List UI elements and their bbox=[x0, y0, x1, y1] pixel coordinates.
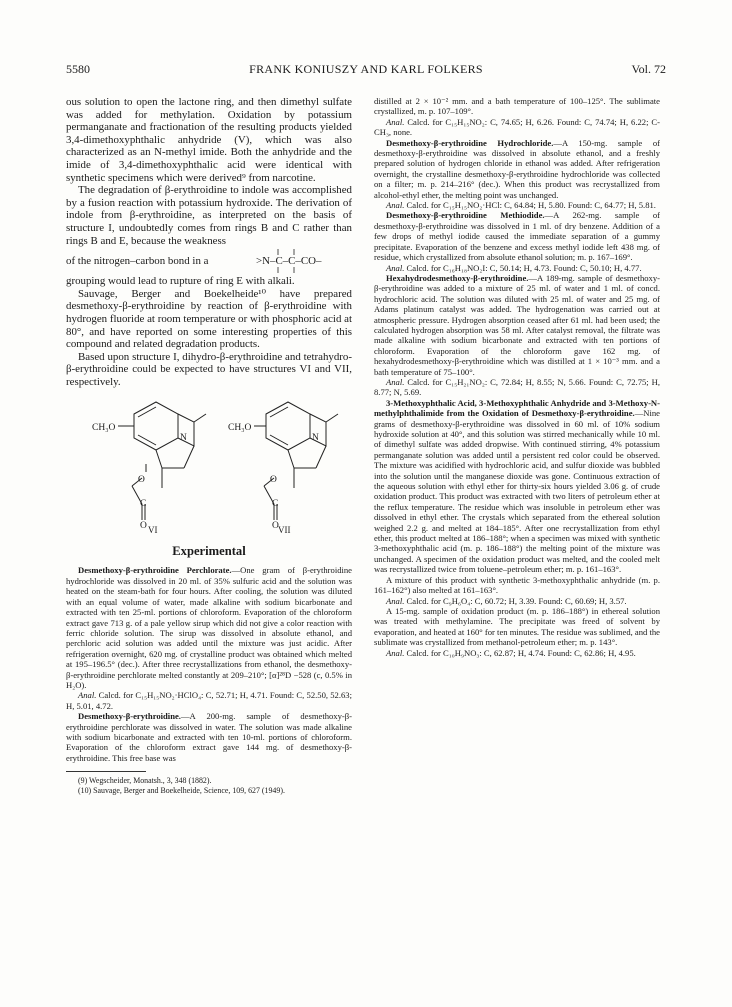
paragraph-body: —One gram of β-erythroidine hydrochloride was dissolved in 20 ml. of 35% sulfuric acid and the solution was heated on the steam-bath for four hours. After cooling, the solution was diluted with an equal volume of water, made alkaline with sodium bicarbonate and extracted with ten 25-ml. portions of chloroform. Evaporation of the chloroform extract gave 713 g. of a pale yellow sirup which did not give a color reaction with ferric chloride solution. The sirup was dissolved in absolute ethanol, and perchloric acid solution was added until the mixture was just acidic. After refrigeration overnight, 620 mg. of crystalline product was obtained which melted at 195–196.5° (dec.). After three recrystallizations from ethanol, the desmethoxy-β-erythroidine perchlorate melted constantly at 209–210°; [α]²⁸D −528 (c, 0.5% in H₂O). bbox=[66, 565, 352, 690]
experimental-paragraph: distilled at 2 × 10⁻² mm. and a bath temperature of 100–125°. The sublimate crystallized, m. p. 107–109°. bbox=[374, 96, 660, 117]
paragraph-body: —A 189-mg. sample of desmethoxy-β-erythroidine was added to a mixture of 25 ml. of water and 1 ml. of concd. hydrochloric acid. The solution was diluted with 25 ml. of water and 25 mg. of Adams platinum catalyst was added. The hydrogenation was carried out at atmospheric pressure. Hydrogen absorption ceased after 61 ml. had been used; the calculated hydrogen absorption was 58 ml. After catalyst removal, the filtrate was made alkaline with sodium bicarbonate and extracted with ten portions of chloroform. Evaporation of the chloroform gave 162 mg. of hexahydrodesmethoxy-β-erythroidine which was distilled at 1 × 10⁻³ mm. and a bath temperature of 75–100°. bbox=[374, 272, 660, 377]
analysis-line bbox=[374, 648, 660, 658]
analysis-label: Anal. bbox=[386, 262, 405, 273]
paragraph-heading: Desmethoxy-β-erythroidine Perchlorate. bbox=[78, 565, 232, 576]
analysis-body: Calcd. for C₁₅H₂₁NO₂: C, 72.84; H, 8.55; N, 5.66. Found: C, 72.75; H, 8.77; N, 5.69. bbox=[374, 376, 660, 398]
paragraph-heading: Desmethoxy-β-erythroidine Methiodide. bbox=[386, 210, 545, 221]
analysis-line bbox=[66, 690, 352, 711]
analysis-body: Calcd. for C₁₆H₁₈NO₂I: C, 50.14; H, 4.73. Found: C, 50.10; H, 4.77. bbox=[406, 262, 642, 273]
analysis-line bbox=[374, 263, 660, 273]
analysis-label: Anal. bbox=[78, 690, 97, 701]
analysis-label: Anal. bbox=[386, 116, 405, 127]
footnote-rule bbox=[66, 771, 146, 772]
running-header bbox=[66, 62, 666, 80]
experimental-paragraph bbox=[66, 565, 352, 690]
nitrogen-label: N bbox=[312, 433, 319, 444]
paragraph-body: —A 262-mg. sample of desmethoxy-β-erythroidine was dissolved in 1 ml. of dry benzene. Addition of a few drops of methyl iodide caused the immediate separation of a gummy precipitate. Evaporation of the benzene and excess methyl iodide left 438 mg. of residue, which crystallized from absolute ethanol solution; m. p. 167–169°. bbox=[374, 210, 660, 263]
right-column bbox=[374, 96, 660, 988]
paragraph: The degradation of β-erythroidine to indole was accomplished by a fusion reaction with potassium hydroxide. The derivation of indole from β-erythroidine, as interpreted on the basis of structure I, undoubtedly comes from rings B and C rather than rings B and E, because the weakness bbox=[66, 184, 352, 247]
carbon-label: C bbox=[140, 499, 147, 510]
oxygen-label: O bbox=[140, 521, 147, 532]
experimental-paragraph bbox=[374, 273, 660, 377]
oxygen-label: O bbox=[272, 521, 279, 532]
structure-drawing bbox=[66, 396, 352, 534]
analysis-label: Anal. bbox=[386, 595, 405, 606]
paragraph-heading: Desmethoxy-β-erythroidine. bbox=[78, 711, 181, 722]
structure-label-vi: VI bbox=[148, 525, 158, 535]
analysis-line bbox=[374, 377, 660, 398]
analysis-body: Calcd. for C₁₅H₁₅NO₂·HCl: C, 64.84; H, 5.80. Found: C, 64.77; H, 5.81. bbox=[406, 200, 656, 211]
paragraph-body: —Nine grams of desmethoxy-β-erythroidine was dissolved in 60 ml. of 10% sodium hydroxide solution at 40°, and this solution was stirred mechanically while 10 ml. of dimethyl sulfate was added dropwise. With continued stirring, 4% potassium permanganate solution was added until a persistent red color could be observed. The mixture was acidified with hydrochloric acid, and sulfur dioxide was bubbled into the solution until the manganese dioxide was gone. Continuous extraction of the aqueous solution with ethyl ether for thirty-six hours yielded 3.06 g. of crude oxidation product. This product was extracted with two liters of petroleum ether at the reflux temperature. The residue which was insoluble in petroleum ether was dissolved in ethyl ether. The crystals which separated from the ethereal solution weighed 2.2 g. and melted at 184–185°. After one recrystallization from ethyl ether, this product melted at 186–188°; when a specimen was mixed with synthetic 3-methoxyphthalic acid (m. p. 186–188°) the melting point of the mixture was unchanged. A specimen of the oxidation product was melted, and the cooled melt was recrystallized twice from toluene–petroleum ether; m. p. 161–163°. bbox=[374, 408, 660, 575]
structure-vii bbox=[254, 402, 338, 520]
bond-ticks bbox=[256, 247, 326, 275]
analysis-body: Calcd. for C₁₀H₉NO₃: C, 62.87; H, 4.74. Found: C, 62.86; H, 4.95. bbox=[406, 647, 636, 658]
oxygen-label: O bbox=[138, 475, 145, 486]
footnote-9: (9) Wegscheider, Monatsh., 3, 348 (1882). bbox=[78, 776, 212, 786]
footnote-10: (10) Sauvage, Berger and Boekelheide, Science, 109, 627 (1949). bbox=[78, 786, 285, 796]
analysis-line bbox=[374, 117, 660, 138]
analysis-label: Anal. bbox=[386, 376, 405, 387]
structures-vi-vii bbox=[66, 396, 352, 534]
experimental-paragraph bbox=[374, 138, 660, 200]
bond-formula-line bbox=[66, 247, 352, 275]
nitrogen-label: N bbox=[180, 433, 187, 444]
experimental-paragraph bbox=[66, 711, 352, 763]
experimental-paragraph bbox=[374, 398, 660, 575]
paragraph: Sauvage, Berger and Boekelheide¹⁰ have prepared desmethoxy-β-erythroidine by reaction of β-erythroidine with hydrogen fluoride at room temperature or with phosphoric acid at 80°, and have reported on some interesting properties of this compound and related degradation products. bbox=[66, 287, 352, 351]
paragraph-heading: 3-Methoxyphthalic Acid, 3-Methoxyphthalic Anhydride and 3-Methoxy-N-methylphthalimide from the Oxidation of Desmethoxy-β-erythroidine. bbox=[374, 397, 660, 419]
experimental-paragraph: A mixture of this product with synthetic 3-methoxyphthalic anhydride (m. p. 161–162°) also melted at 161–163°. bbox=[374, 574, 660, 596]
analysis-line bbox=[374, 596, 660, 606]
paragraph-body: —A 200-mg. sample of desmethoxy-β-erythroidine perchlorate was dissolved in water. The solution was made alkaline with sodium bicarbonate and extracted with ten 10-ml. portions of chloroform. Evaporation of the chloroform extract gave 144 mg. of desmethoxy-β-erythroidine. This free base was bbox=[66, 711, 352, 763]
structure-vi bbox=[118, 402, 206, 520]
analysis-line bbox=[374, 200, 660, 210]
running-title: FRANK KONIUSZY AND KARL FOLKERS bbox=[249, 62, 483, 76]
paragraph-heading: Desmethoxy-β-erythroidine Hydrochloride. bbox=[386, 137, 554, 148]
analysis-body: Calcd. for C₁₅H₁₅NO₂·HClO₄: C, 52.71; H, 4.71. Found: C, 52.50, 52.63; H, 5.01, 4.72. bbox=[66, 690, 352, 711]
analysis-body: Calcd. for C₉H₆O₄: C, 60.72; H, 3.39. Found: C, 60.69; H, 3.57. bbox=[406, 595, 627, 606]
oxygen-label: O bbox=[270, 475, 277, 486]
paragraph: grouping would lead to rupture of ring E with alkali. bbox=[66, 275, 295, 288]
carbon-label: C bbox=[272, 499, 279, 510]
bond-formula: >N–C–C–CO– bbox=[256, 255, 322, 268]
paragraph: Based upon structure I, dihydro-β-erythroidine and tetrahydro-β-erythroidine could be expected to have structures VI and VII, respectively. bbox=[66, 350, 352, 388]
analysis-body: Calcd. for C₁₅H₁₅NO₂: C, 74.65; H, 6.26. Found: C, 74.74; H, 6.22; C-CH₃, none. bbox=[374, 116, 660, 138]
page-number: 5580 bbox=[66, 62, 90, 76]
paragraph-body: —A 150-mg. sample of desmethoxy-β-erythroidine was dissolved in absolute ethanol, and a freshly prepared solution of hydrogen chloride in ethanol was added. After refrigeration overnight, the crystalline desmethoxy-β-erythroidine hydrochloride was collected on a filter; m. p. 214–216° (dec.). When this product was recrystallized from alcohol-ethyl ether, the melting point was unchanged. bbox=[374, 137, 660, 200]
section-heading: Experimental bbox=[172, 544, 246, 559]
bond-formula-prefix: of the nitrogen–carbon bond in a bbox=[66, 255, 209, 268]
paragraph-heading: Hexahydrodesmethoxy-β-erythroidine. bbox=[386, 272, 529, 283]
experimental-paragraph bbox=[374, 210, 660, 262]
substituent-label: CH₃O bbox=[228, 423, 252, 434]
analysis-label: Anal. bbox=[386, 647, 405, 658]
left-column bbox=[66, 96, 352, 948]
experimental-paragraph: A 15-mg. sample of oxidation product (m. p. 186–188°) in ethereal solution was treated with methylamine. The precipitate was freed of solvent by evaporation, and heated at 160° for ten minutes. The residue was sublimed, and the sublimate was crystallized from methanol-petroleum ether; m. p. 143°. bbox=[374, 605, 660, 648]
substituent-label: CH₃O bbox=[92, 423, 116, 434]
structure-label-vii: VII bbox=[278, 525, 291, 535]
volume-label: Vol. 72 bbox=[631, 62, 666, 76]
analysis-label: Anal. bbox=[386, 200, 405, 211]
paragraph: ous solution to open the lactone ring, and then dimethyl sulfate was added for methylation. Oxidation by potassium permanganate and fractionation of the resulting products yielded 3,4-dimethoxyphthalic anhydride (V), which was also characterized as an N-methyl imide. Both the anhydride and the imide of 3,4-dimethoxyphthalic acid were identical with synthetic specimens which were derived⁹ from narcotine. bbox=[66, 96, 352, 184]
